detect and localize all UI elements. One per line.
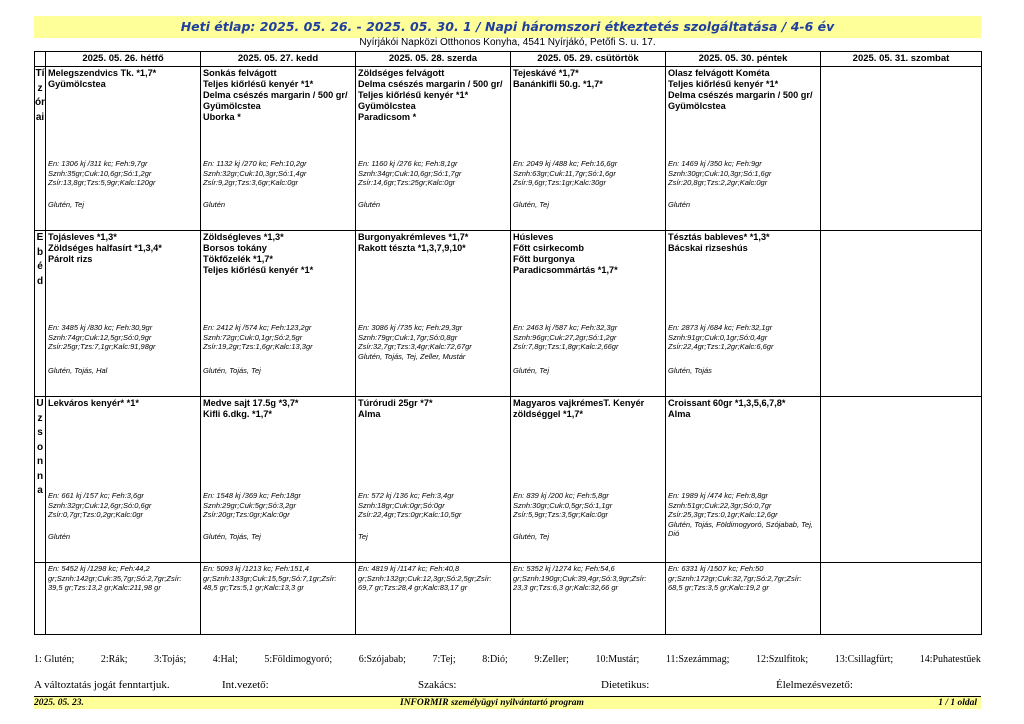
- nutrition-info: En: 1306 kj /311 kc; Feh:9,7gr Sznh:35gr;Cuk:10,6gr;Só:1,2gr Zsír:13,8gr;Tzs:5,9gr;Kalc:120gr: [48, 159, 156, 188]
- rights-note: A változtatás jogát fenntartjuk.: [34, 679, 170, 691]
- legend-item: 1: Glutén;: [34, 654, 75, 665]
- allergen-info: Glutén, Tojás, Tej: [203, 532, 261, 541]
- menu-cell: [821, 231, 982, 397]
- menu-cell: [46, 67, 201, 231]
- allergen-info: Glutén, Tej: [513, 532, 549, 541]
- menu-cell: [511, 397, 666, 563]
- legend-item: 2:Rák;: [100, 654, 128, 665]
- menu-items: [821, 231, 981, 233]
- menu-items: Lekváros kenyér* *1*: [48, 398, 139, 408]
- day-header: 2025. 05. 31. szombat: [821, 52, 982, 67]
- daily-total-text: En: 5352 kj /1274 kc; Feh:54,6 gr;Sznh:190gr;Cuk:39,4gr;Só:3,9gr;Zsír: 23,3 gr;Tzs:6,3 gr;Kalc:32,66 gr: [513, 564, 647, 593]
- legend-item: 14:Puhatestűek: [919, 654, 981, 665]
- legend-item: 6:Szójabab;: [358, 654, 406, 665]
- nutrition-info: En: 2463 kj /587 kc; Feh:32,3gr Sznh:96gr;Cuk:27,2gr;Só:1,2gr Zsír:7,8gr;Tzs:1,8gr;Kalc:2,66gr: [513, 323, 619, 352]
- allergen-info: Glutén, Tej: [48, 200, 84, 209]
- menu-items: Croissant 60gr *1,3,5,6,7,8* Alma: [668, 398, 786, 419]
- meal-label: Ebéd: [35, 231, 46, 397]
- legend-item: 9:Zeller;: [534, 654, 569, 665]
- menu-items: Burgonyakrémleves *1,7* Rakott tészta *1,3,7,9,10*: [358, 232, 469, 253]
- nutrition-info: En: 3485 kj /830 kc; Feh:30,9gr Sznh:74gr;Cuk:12,5gr;Só:0,9gr Zsír:25gr;Tzs:7,1gr;Kalc:91,98gr: [48, 323, 156, 352]
- daily-total-cell: [821, 563, 982, 635]
- szakacs-label: Szakács:: [418, 679, 457, 691]
- daily-total-cell: [201, 563, 356, 635]
- menu-items: Melegszendvics Tk. *1,7* Gyümölcstea: [48, 68, 157, 89]
- header-corner: [35, 52, 46, 67]
- menu-items: Magyaros vajkrémesT. Kenyér zöldséggel *1,7*: [513, 398, 645, 419]
- elelmezesvezeto-label: Élelmezésvezető:: [776, 679, 853, 691]
- nutrition-info: En: 661 kj /157 kc; Feh:3,6gr Sznh:32gr;Cuk:12,6gr;Só:0,6gr Zsír:0,7gr;Tzs:0,2gr;Kalc:0gr: [48, 491, 152, 520]
- day-header-row: [35, 52, 982, 67]
- legend-item: 12:Szulfitok;: [755, 654, 809, 665]
- daily-total-cell: [666, 563, 821, 635]
- meal-row: [35, 67, 982, 231]
- footer-date: 2025. 05. 23.: [34, 698, 84, 708]
- menu-cell: [666, 231, 821, 397]
- meal-row: [35, 231, 982, 397]
- nutrition-info: En: 3086 kj /735 kc; Feh:29,3gr Sznh:79gr;Cuk:1,7gr;Só:0,8gr Zsír:32,7gr;Tzs:3,4gr;Kalc:72,67gr Glutén, Tojás, Tej, Zeller, Mustár: [358, 323, 472, 361]
- menu-items: Tésztás bableves* *1,3* Bácskai rizseshús: [668, 232, 770, 253]
- nutrition-info: En: 839 kj /200 kc; Feh:5,8gr Sznh:30gr;Cuk:0,5gr;Só:1,1gr Zsír:5,9gr;Tzs:3,5gr;Kalc:0gr: [513, 491, 613, 520]
- daily-total-text: En: 4819 kj /1147 kc; Feh:40,8 gr;Sznh:132gr;Cuk:12,3gr;Só:2,5gr;Zsír: 69,7 gr;Tzs:28,4 gr;Kalc:83,17 gr: [358, 564, 492, 593]
- menu-cell: [821, 67, 982, 231]
- menu-cell: [666, 397, 821, 563]
- daily-totals-row: [35, 563, 982, 635]
- menu-items: Sonkás felvágott Teljes kiőrlésű kenyér *1* Delma csészés margarin / 500 gr/ Gyümölcstea Uborka *: [203, 68, 348, 122]
- weekly-menu-table: [34, 51, 982, 635]
- day-header: 2025. 05. 28. szerda: [356, 52, 511, 67]
- menu-items: Tojásleves *1,3* Zöldséges halfasírt *1,3,4* Párolt rizs: [48, 232, 162, 264]
- allergen-info: Glutén: [358, 200, 381, 209]
- legend-item: 5:Földimogyoró;: [264, 654, 333, 665]
- allergen-info: Glutén, Tojás, Hal: [48, 366, 108, 375]
- nutrition-info: En: 1132 kj /270 kc; Feh:10,2gr Sznh:32gr;Cuk:10,3gr;Só:1,4gr Zsír:9,2gr;Tzs:3,6gr;Kalc:0gr: [203, 159, 307, 188]
- nutrition-info: En: 2873 kj /684 kc; Feh:32,1gr Sznh:91gr;Cuk:0,1gr;Só:0,4gr Zsír:22,4gr;Tzs:1,2gr;Kalc:6,6gr: [668, 323, 774, 352]
- allergen-legend: [34, 654, 981, 665]
- menu-cell: [201, 67, 356, 231]
- menu-items: Olasz felvágott Kométa Teljes kiőrlésű kenyér *1* Delma csészés margarin / 500 gr/ Gyümölcstea: [668, 68, 813, 111]
- daily-total-cell: [46, 563, 201, 635]
- kitchen-address: Nyírjákói Napközi Otthonos Konyha, 4541 Nyírjákó, Petőfi S. u. 17.: [359, 37, 656, 48]
- nutrition-info: En: 572 kj /136 kc; Feh:3,4gr Sznh:18gr;Cuk:0gr;Só:0gr Zsír:22,4gr;Tzs:0gr;Kalc:10,5gr: [358, 491, 462, 520]
- menu-cell: [821, 397, 982, 563]
- totals-label-cell: [35, 563, 46, 635]
- menu-items: Zöldséges felvágott Delma csészés margarin / 500 gr/ Teljes kiőrlésű kenyér *1* Gyümölcstea Paradicsom *: [358, 68, 503, 122]
- legend-item: 8:Dió;: [482, 654, 508, 665]
- meal-label: Tízórai: [35, 67, 46, 231]
- menu-cell: [666, 67, 821, 231]
- menu-cell: [356, 67, 511, 231]
- menu-cell: [356, 397, 511, 563]
- menu-cell: [511, 231, 666, 397]
- nutrition-info: En: 2049 kj /488 kc; Feh:16,6gr Sznh:63gr;Cuk:11,7gr;Só:1,6gr Zsír:9,6gr;Tzs:1gr;Kalc:30gr: [513, 159, 618, 188]
- menu-items: Medve sajt 17.5g *3,7* Kifli 6.dkg. *1,7*: [203, 398, 299, 419]
- page-footer: [34, 696, 981, 709]
- footer-program: INFORMIR személyügyi nyilvántartó program: [400, 698, 584, 708]
- meal-label: Uzsonna: [35, 397, 46, 563]
- allergen-info: Glutén: [48, 532, 71, 541]
- menu-cell: [201, 231, 356, 397]
- daily-total-cell: [511, 563, 666, 635]
- menu-items: [821, 67, 981, 69]
- daily-total-text: En: 6331 kj /1507 kc; Feh:50 gr;Sznh:172gr;Cuk:32,7gr;Só:2,7gr;Zsír: 68,5 gr;Tzs:3,5 gr;Kalc:19,2 gr: [668, 564, 802, 593]
- menu-items: Túrórudi 25gr *7* Alma: [358, 398, 433, 419]
- menu-cell: [201, 397, 356, 563]
- allergen-info: Tej: [358, 532, 368, 541]
- nutrition-info: En: 1548 kj /369 kc; Feh:18gr Sznh:29gr;Cuk:5gr;Só:3,2gr Zsír:20gr;Tzs:0gr;Kalc:0gr: [203, 491, 301, 520]
- menu-cell: [356, 231, 511, 397]
- day-header: 2025. 05. 30. péntek: [666, 52, 821, 67]
- legend-item: 13:Csillagfürt;: [834, 654, 894, 665]
- daily-total-text: En: 5093 kj /1213 kc; Feh:151,4 gr;Sznh:133gr;Cuk:15,5gr;Só:7,1gr;Zsír: 48,5 gr;Tzs:5,1 gr;Kalc:13,3 gr: [203, 564, 337, 593]
- nutrition-info: En: 1989 kj /474 kc; Feh:8,8gr Sznh:51gr;Cuk:22,3gr;Só:0,7gr Zsír:25,3gr;Tzs:0,1gr;Kalc:12,6gr Glutén, Tojás, Földimogyoró, Szójabab, Tej, Dió: [668, 491, 813, 539]
- menu-items: Húsleves Főtt csirkecomb Főtt burgonya Paradicsommártás *1,7*: [513, 232, 618, 275]
- legend-item: 10:Mustár;: [595, 654, 640, 665]
- menu-items: Zöldségleves *1,3* Borsos tokány Tökfőzelék *1,7* Teljes kiőrlésű kenyér *1*: [203, 232, 314, 275]
- footer-page: 1 / 1 oldal: [938, 698, 977, 708]
- allergen-info: Glutén, Tojás, Tej: [203, 366, 261, 375]
- nutrition-info: En: 1160 kj /276 kc; Feh:8,1gr Sznh:34gr;Cuk:10,6gr;Só:1,7gr Zsír:14,6gr;Tzs:25gr;Kalc:0gr: [358, 159, 462, 188]
- daily-total-text: [821, 563, 981, 565]
- page-title: Heti étlap: 2025. 05. 26. - 2025. 05. 30. 1 / Napi háromszori étkeztetés szolgáltatása / 4-6 év: [34, 16, 981, 38]
- int-vezeto-label: Int.vezető:: [222, 679, 269, 691]
- allergen-info: Glutén: [668, 200, 691, 209]
- day-header: 2025. 05. 26. hétfő: [46, 52, 201, 67]
- menu-cell: [46, 397, 201, 563]
- day-header: 2025. 05. 29. csütörtök: [511, 52, 666, 67]
- menu-items: Tejeskávé *1,7* Banánkifli 50.g. *1,7*: [513, 68, 603, 89]
- allergen-info: Glutén, Tej: [513, 366, 549, 375]
- legend-item: 11:Szezámmag;: [665, 654, 730, 665]
- allergen-info: Glutén, Tojás: [668, 366, 712, 375]
- nutrition-info: En: 2412 kj /574 kc; Feh:123,2gr Sznh:72gr;Cuk:0,1gr;Só:2,5gr Zsír:19,2gr;Tzs:1,6gr;Kalc:13,3gr: [203, 323, 313, 352]
- legend-item: 7:Tej;: [432, 654, 456, 665]
- allergen-info: Glutén, Tej: [513, 200, 549, 209]
- menu-cell: [511, 67, 666, 231]
- allergen-info: Glutén: [203, 200, 226, 209]
- daily-total-text: En: 5452 kj /1298 kc; Feh:44,2 gr;Sznh:142gr;Cuk:35,7gr;Só:2,7gr;Zsír: 39,5 gr;Tzs:13,2 gr;Kalc:211,98 gr: [48, 564, 182, 593]
- menu-items: [821, 397, 981, 399]
- dietetikus-label: Dietetikus:: [601, 679, 650, 691]
- menu-cell: [46, 231, 201, 397]
- legend-item: 4:Hal;: [212, 654, 238, 665]
- day-header: 2025. 05. 27. kedd: [201, 52, 356, 67]
- meal-row: [35, 397, 982, 563]
- legend-item: 3:Tojás;: [154, 654, 187, 665]
- daily-total-cell: [356, 563, 511, 635]
- nutrition-info: En: 1469 kj /350 kc; Feh:9gr Sznh:30gr;Cuk:10,3gr;Só:1,6gr Zsír:20,8gr;Tzs:2,2gr;Kalc:0gr: [668, 159, 772, 188]
